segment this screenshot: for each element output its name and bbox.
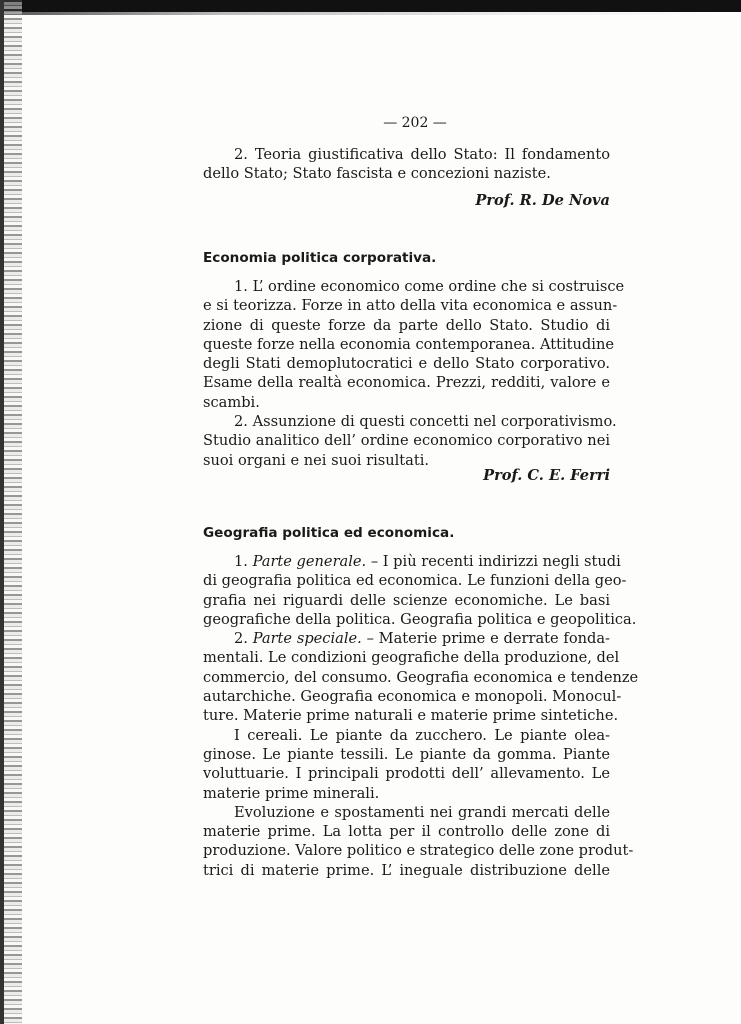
text-line: I cereali. Le piante da zucchero. Le piante olea- [234,726,610,744]
text-line: queste forze nella economia contemporanea. Attitudine [203,335,614,353]
text-line: autarchiche. Geografia economica e monopoli. Monocul- [203,688,622,706]
text-line: degli Stati demoplutocratici e dello Stato corporativo. [203,355,610,373]
section-heading-geografia: Geografia politica ed economica. [203,525,455,541]
text-line: suoi organi e nei suoi risultati. [203,451,430,469]
text-line: 1. Parte generale. – I più recenti indirizzi negli studi [234,553,621,570]
text-line: ture. Materie prime naturali e materie prime sintetiche. [203,707,619,725]
text-line: 2. Parte speciale. – Materie prime e derrate fonda- [234,630,610,648]
text-line: materie prime minerali. [203,784,380,802]
text-line: produzione. Valore politico e strategico delle zone produt- [203,842,634,860]
section-geografia [203,552,639,880]
text-line: materie prime. La lotta per il controllo delle zone di [203,823,610,841]
text-line: ginose. Le piante tessili. Le piante da gomma. Piante [203,745,610,763]
section-teoria [203,145,610,184]
section-heading-economia: Economia politica corporativa. [203,250,437,266]
signature-de-nova: Prof. R. De Nova [475,192,610,209]
text-line: voluttuarie. I principali prodotti dell’ allevamento. Le [203,765,610,783]
text-line: 2. Teoria giustificativa dello Stato: Il fondamento [234,146,610,163]
text-line: Esame della realtà economica. Prezzi, redditi, valore e [203,374,610,392]
section-economia [203,277,625,470]
text-line: 2. Assunzione di questi concetti nel corporativismo. [234,413,617,431]
text-line: geografiche della politica. Geografia politica e geopolitica. [203,610,637,628]
part-label: Parte generale. [252,553,367,570]
text-line: zione di queste forze da parte dello Stato. Studio di [203,316,610,334]
scan-top-border [0,0,741,12]
text-line: e si teorizza. Forze in atto della vita economica e assun- [203,297,618,315]
text-line: scambi. [203,393,260,411]
text-line: mentali. Le condizioni geografiche della produzione, del [203,649,620,667]
text-line: Studio analitico dell’ ordine economico corporativo nei [203,432,610,450]
scan-top-shadow [0,12,741,15]
text-line: Evoluzione e spostamenti nei grandi mercati delle [234,803,610,821]
text-line: di geografia politica ed economica. Le funzioni della geo- [203,572,627,590]
text-line: commercio, del consumo. Geografia economica e tendenze [203,668,639,686]
text-line: grafia nei riguardi delle scienze economiche. Le basi [203,591,610,609]
text-line: dello Stato; Stato fascista e concezioni naziste. [203,165,551,183]
text-line: trici di materie prime. L’ ineguale distribuzione delle [203,861,610,879]
text-line: 1. L’ ordine economico come ordine che si costruisce [234,278,625,295]
page-number: — 202 — [383,115,447,131]
scan-left-border [0,0,4,1024]
signature-ferri: Prof. C. E. Ferri [483,467,610,484]
part-label: Parte speciale. [252,630,362,648]
